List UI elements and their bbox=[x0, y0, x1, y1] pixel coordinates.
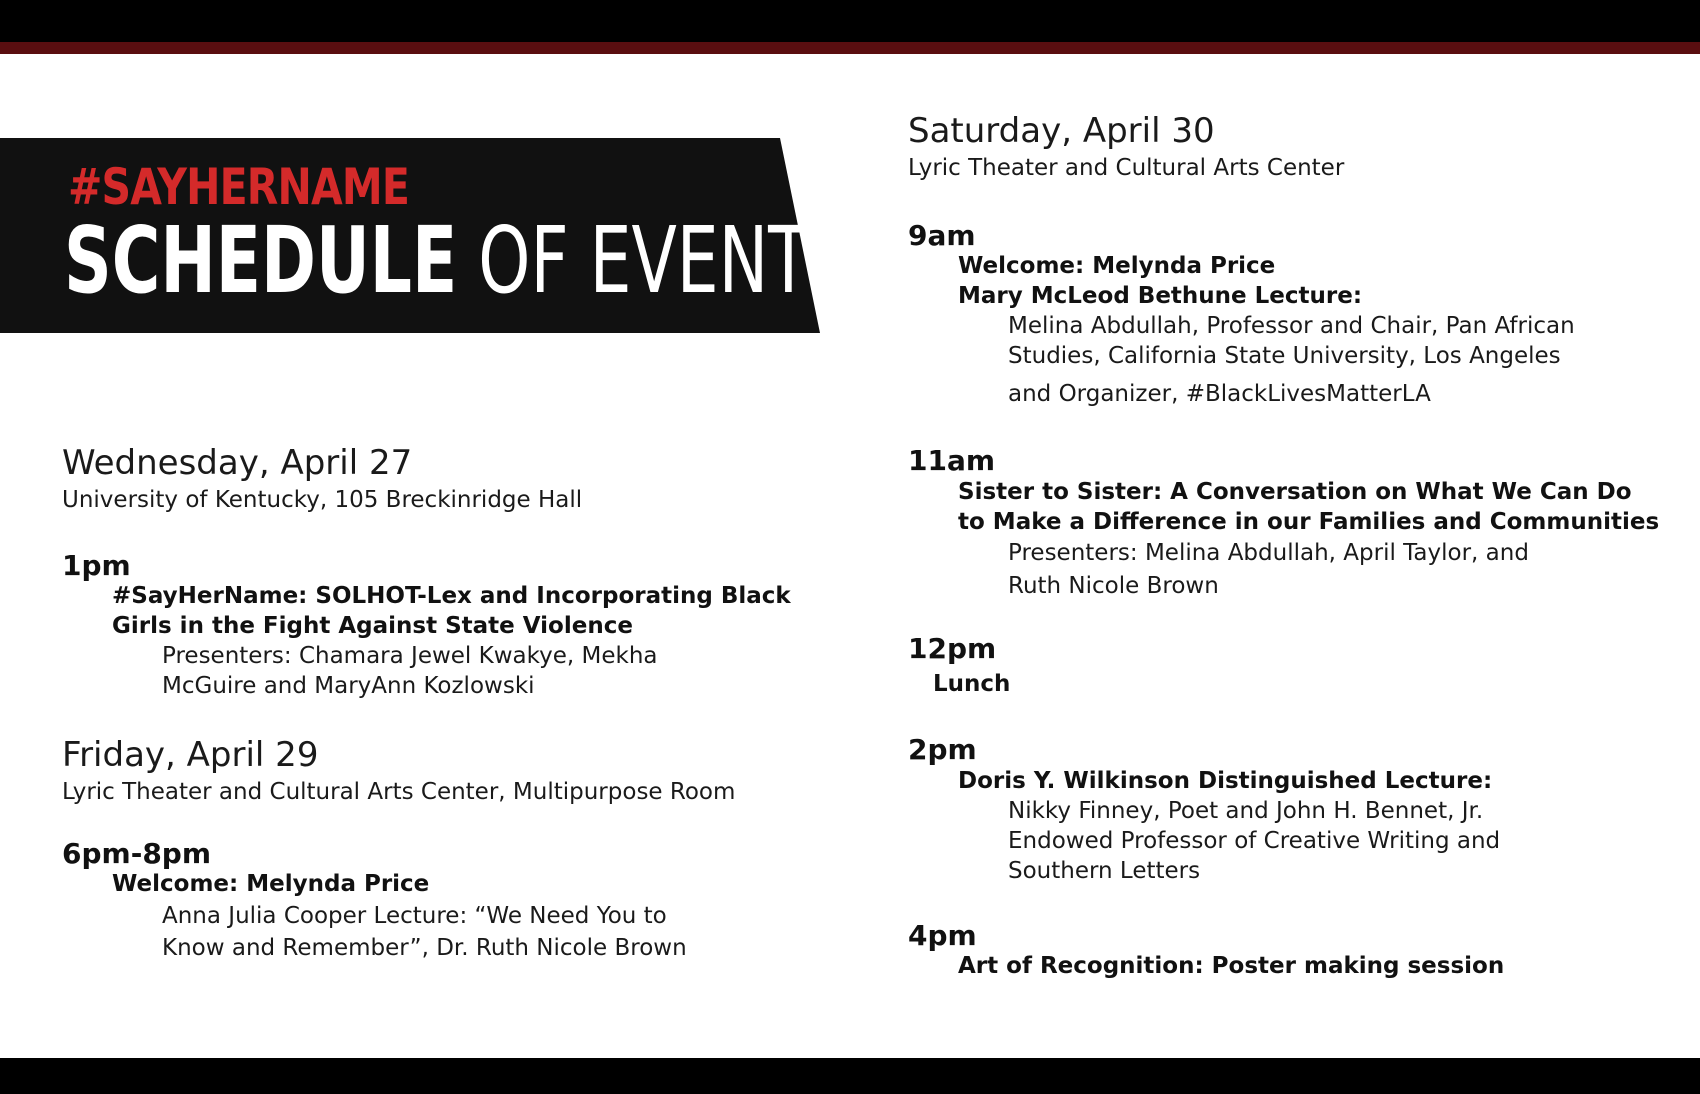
event-title: Art of Recognition: Poster making session bbox=[958, 953, 1505, 980]
slot-9am bbox=[908, 219, 1688, 410]
slot-11am bbox=[908, 444, 1688, 602]
event-time: 4pm bbox=[908, 918, 977, 952]
slot-12pm bbox=[908, 632, 1688, 698]
page-title-light: OF EVENTS bbox=[457, 207, 851, 314]
event-title: Lunch bbox=[933, 671, 1011, 698]
event-detail: Endowed Professor of Creative Writing and bbox=[1008, 827, 1501, 854]
slot-4pm bbox=[908, 919, 1688, 982]
page-title-bold: SCHEDULE bbox=[64, 207, 458, 314]
event-time: 11am bbox=[908, 444, 996, 478]
event-title: to Make a Difference in our Families and Communities bbox=[958, 508, 1660, 535]
venue: Lyric Theater and Cultural Arts Center, Multipurpose Room bbox=[62, 778, 736, 805]
event-time: 2pm bbox=[908, 733, 977, 767]
event-detail: Anna Julia Cooper Lecture: “We Need You to bbox=[162, 903, 667, 930]
event-title: Doris Y. Wilkinson Distinguished Lecture: bbox=[958, 767, 1493, 794]
day-title: Wednesday, April 27 bbox=[62, 443, 413, 483]
event-detail: McGuire and MaryAnn Kozlowski bbox=[162, 672, 535, 699]
page-title bbox=[64, 207, 851, 314]
event-title: Sister to Sister: A Conversation on What We Can Do bbox=[958, 478, 1632, 505]
event-time: 12pm bbox=[908, 631, 997, 665]
venue: Lyric Theater and Cultural Arts Center bbox=[908, 155, 1345, 182]
event-detail: Ruth Nicole Brown bbox=[1008, 572, 1219, 599]
event-detail: Studies, California State University, Los Angeles bbox=[1008, 342, 1561, 369]
event-detail: Melina Abdullah, Professor and Chair, Pan African bbox=[1008, 313, 1575, 340]
event-title: #SayHerName: SOLHOT-Lex and Incorporating Black bbox=[112, 583, 791, 610]
event-detail: Presenters: Melina Abdullah, April Taylor, and bbox=[1008, 540, 1529, 567]
event-detail: Southern Letters bbox=[1008, 857, 1201, 884]
day-title: Saturday, April 30 bbox=[908, 111, 1215, 151]
event-detail: Presenters: Chamara Jewel Kwakye, Mekha bbox=[162, 643, 658, 670]
hashtag-heading: #SAYHERNAME bbox=[68, 158, 410, 216]
event-detail: and Organizer, #BlackLivesMatterLA bbox=[1008, 380, 1431, 407]
slot-2pm bbox=[908, 733, 1688, 886]
event-time: 6pm-8pm bbox=[62, 836, 212, 870]
event-time: 9am bbox=[908, 218, 976, 252]
left-column bbox=[62, 444, 822, 964]
event-detail: Nikky Finney, Poet and John H. Bennet, Jr. bbox=[1008, 797, 1484, 824]
event-title: Mary McLeod Bethune Lecture: bbox=[958, 283, 1363, 310]
event-title: Welcome: Melynda Price bbox=[112, 871, 430, 898]
right-column bbox=[908, 112, 1688, 982]
bottom-black-bar bbox=[0, 1058, 1700, 1094]
event-time: 1pm bbox=[62, 548, 131, 582]
day-friday bbox=[62, 736, 822, 965]
top-black-bar bbox=[0, 0, 1700, 42]
day-title: Friday, April 29 bbox=[62, 734, 319, 775]
event-title: Girls in the Fight Against State Violence bbox=[112, 613, 633, 640]
top-red-stripe bbox=[0, 42, 1700, 54]
day-wednesday bbox=[62, 444, 822, 702]
venue: University of Kentucky, 105 Breckinridge Hall bbox=[62, 487, 583, 514]
event-title: Welcome: Melynda Price bbox=[958, 253, 1276, 280]
event-detail: Know and Remember”, Dr. Ruth Nicole Brown bbox=[162, 935, 687, 962]
